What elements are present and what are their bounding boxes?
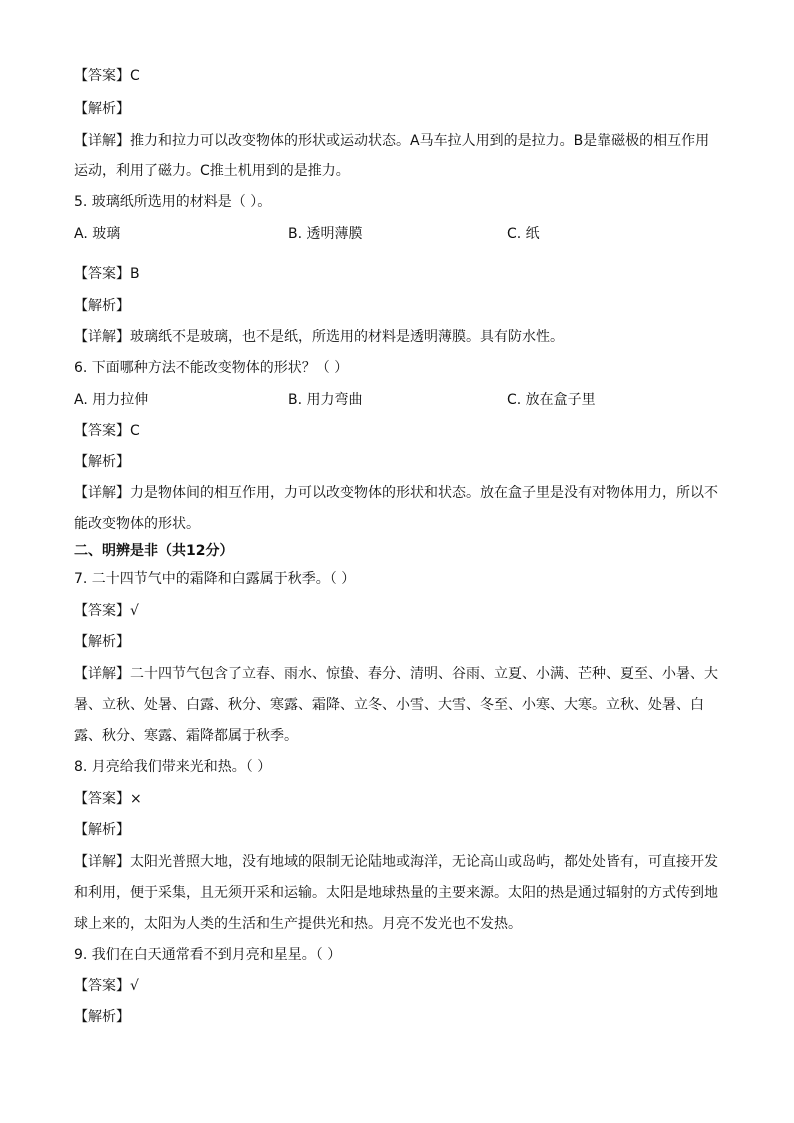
q6-option-b: B. 用力弯曲 <box>288 392 363 408</box>
q7-question: 7. 二十四节气中的霜降和白露属于秋季。（ ） <box>74 571 356 587</box>
q5-option-b: B. 透明薄膜 <box>288 226 363 242</box>
q5-question: 5. 玻璃纸所选用的材料是（ ）。 <box>74 194 272 210</box>
q8-analysis-label: 【解析】 <box>74 822 130 838</box>
section-2-title: 二、明辨是非（共12分） <box>74 543 234 559</box>
q5-analysis-label: 【解析】 <box>74 298 130 314</box>
q7-analysis-label: 【解析】 <box>74 634 130 650</box>
q8-detail-line-2: 和利用，便于采集，且无须开采和运输。太阳是地球热量的主要来源。太阳的热是通过辐射的方式传到地 <box>74 885 718 901</box>
q6-option-a: A. 用力拉伸 <box>74 392 149 408</box>
q7-detail-line-3: 露、秋分、寒露、霜降都属于秋季。 <box>74 728 298 744</box>
q8-detail-line-3: 球上来的，太阳为人类的生活和生产提供光和热。月亮不发光也不发热。 <box>74 916 522 932</box>
q9-question: 9. 我们在白天通常看不到月亮和星星。（ ） <box>74 947 342 963</box>
q4-answer: 【答案】C <box>74 68 140 84</box>
q6-question: 6. 下面哪种方法不能改变物体的形状？（ ） <box>74 360 349 376</box>
q4-detail-line-1: 【详解】推力和拉力可以改变物体的形状或运动状态。A马车拉人用到的是拉力。B是靠磁极的相互作用 <box>74 133 710 149</box>
q5-detail-line-1: 【详解】玻璃纸不是玻璃，也不是纸，所选用的材料是透明薄膜。具有防水性。 <box>74 329 564 345</box>
q5-option-c: C. 纸 <box>507 226 540 242</box>
q6-detail-line-1: 【详解】力是物体间的相互作用，力可以改变物体的形状和状态。放在盒子里是没有对物体用力，所以不 <box>74 485 718 501</box>
q8-answer: 【答案】× <box>74 791 142 807</box>
q6-option-c: C. 放在盒子里 <box>507 392 596 408</box>
q9-analysis-label: 【解析】 <box>74 1009 130 1025</box>
q7-answer: 【答案】√ <box>74 603 139 619</box>
q8-question: 8. 月亮给我们带来光和热。（ ） <box>74 759 272 775</box>
q6-answer: 【答案】C <box>74 423 140 439</box>
q8-detail-line-1: 【详解】太阳光普照大地，没有地域的限制无论陆地或海洋，无论高山或岛屿，都处处皆有，可直接开发 <box>74 854 718 870</box>
q7-detail-line-2: 暑、立秋、处暑、白露、秋分、寒露、霜降、立冬、小雪、大雪、冬至、小寒、大寒。立秋、处暑、白 <box>74 697 704 713</box>
q9-answer: 【答案】√ <box>74 978 139 994</box>
q5-answer: 【答案】B <box>74 266 140 282</box>
q4-analysis-label: 【解析】 <box>74 101 130 117</box>
q6-detail-line-2: 能改变物体的形状。 <box>74 516 200 532</box>
q4-detail-line-2: 运动，利用了磁力。C推土机用到的是推力。 <box>74 163 350 179</box>
q5-option-a: A. 玻璃 <box>74 226 121 242</box>
q7-detail-line-1: 【详解】二十四节气包含了立春、雨水、惊蛰、春分、清明、谷雨、立夏、小满、芒种、夏至、小暑、大 <box>74 666 718 682</box>
q6-analysis-label: 【解析】 <box>74 454 130 470</box>
